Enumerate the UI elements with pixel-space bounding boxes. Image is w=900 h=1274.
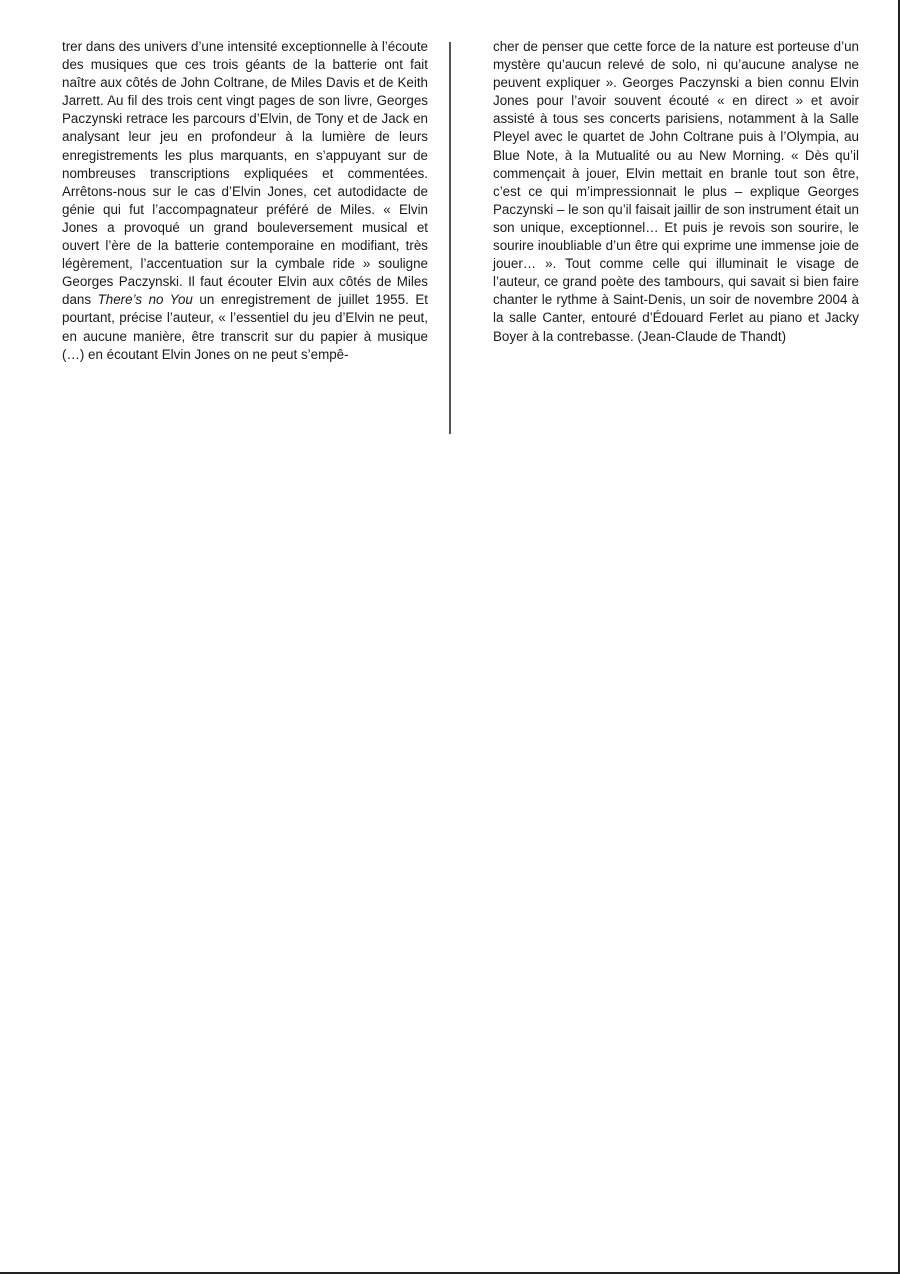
column-divider — [449, 42, 451, 434]
article-text-right: cher de penser que cette force de la nature est porteuse d’un mystère qu’aucun relevé de solo, ni qu’aucune analyse ne peuvent expliquer ». Georges Paczynski a bien connu Elvin Jones pour l’avoir souvent écouté « en direct » et avoir assisté à tous ses concerts parisiens, notamment à la Salle Pleyel avec le quartet de John Coltrane puis à l’Olympia, au Blue Note, à la Mutualité ou au New Morning. « Dès qu’il commençait à jouer, Elvin mettait en branle tout son être, c’est ce qui m’impressionnait le plus – explique Georges Paczynski – le son qu’il faisait jaillir de son instrument était un son unique, exceptionnel… Et puis je revois son sourire, le sourire inoubliable d’un être qui exprime une immense joie de jouer… ». Tout comme celle qui illuminait le visage de l’auteur, ce grand poète des tambours, qui savait si bien faire chanter le rythme à Saint-Denis, un soir de novembre 2004 à la salle Canter, entouré d’Édouard Ferlet au piano et Jacky Boyer à la contrebasse. (Jean-Claude de Thandt) — [493, 39, 859, 344]
article-text-left-part2: un enregistrement de juillet 1955. Et pourtant, précise l’auteur, « l’essentiel du jeu d’Elvin ne peut, en aucune manière, être transcrit sur du papier à musique (…) en écoutant Elvin Jones on ne peut s’empê- — [62, 292, 428, 362]
article-column-right — [493, 38, 859, 346]
article-column-left — [62, 38, 428, 364]
article-text-left-part1: trer dans des univers d’une intensité exceptionnelle à l’écoute des musiques que ces trois géants de la batterie ont fait naître aux côtés de John Coltrane, de Miles Davis et de Keith Jarrett. Au fil des trois cent vingt pages de son livre, Georges Paczynski retrace les parcours d’Elvin, de Tony et de Jack en analysant leur jeu en profondeur à la lumière de leurs enregistrements les plus marquants, en s’appuyant sur de nombreuses transcriptions expliquées et commentées. Arrêtons-nous sur le cas d’Elvin Jones, cet autodidacte de génie qui fut l’accompagnateur préféré de Miles. « Elvin Jones a provoqué un grand bouleversement musical et ouvert l’ère de la batterie contemporaine en modifiant, très légèrement, l’accentuation sur la cymbale ride » souligne Georges Paczynski. Il faut écouter Elvin aux côtés de Miles dans — [62, 39, 428, 308]
record-title: There’s no You — [97, 292, 193, 308]
